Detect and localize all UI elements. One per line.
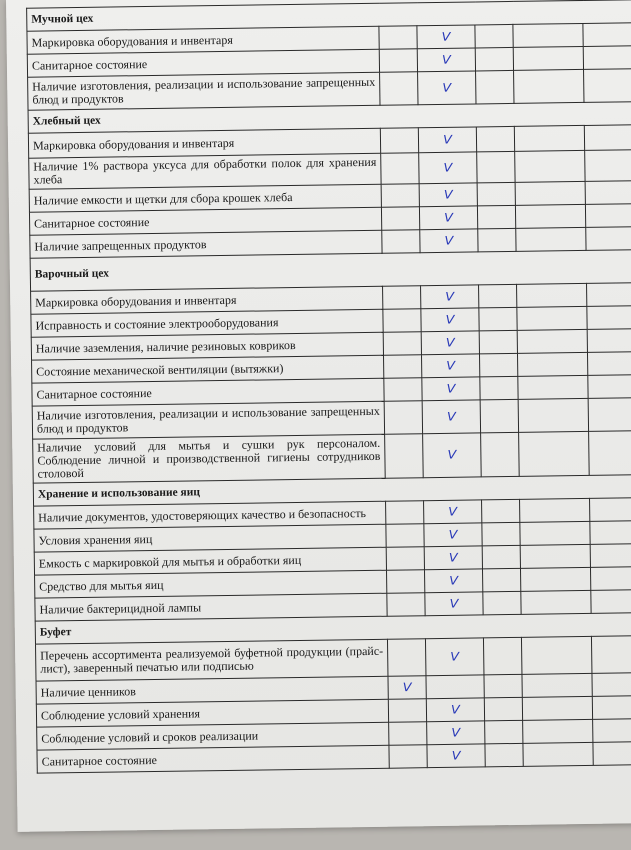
col-4-cell — [514, 69, 584, 103]
check-mark: V — [441, 53, 451, 67]
col-1-cell — [381, 153, 419, 185]
col-5-cell — [585, 149, 631, 181]
col-2-cell — [425, 592, 483, 616]
col-5-cell — [590, 497, 631, 521]
check-mark: V — [441, 30, 451, 44]
check-mark: V — [449, 596, 459, 611]
col-3-cell — [477, 151, 515, 183]
col-4-cell — [515, 204, 585, 228]
row-label: Санитарное состояние — [29, 207, 381, 235]
col-3-cell — [484, 674, 522, 698]
col-3-cell — [475, 24, 513, 48]
col-4-cell — [518, 375, 588, 399]
row-label: Наличие заземления, наличие резиновых ковриков — [31, 332, 383, 360]
check-mark: V — [444, 211, 454, 225]
row-label: Перечень ассортимента реализуемой буфетной продукции (прайс-лист), заверенный печатью или подписью — [35, 639, 387, 681]
col-5-cell — [587, 282, 631, 306]
col-3-cell — [482, 568, 520, 592]
col-3-cell — [475, 47, 513, 71]
col-1-cell — [380, 128, 418, 154]
col-3-cell — [481, 432, 520, 477]
col-5-cell — [593, 741, 631, 765]
col-1-cell — [385, 434, 424, 479]
col-2-cell — [418, 71, 476, 105]
col-4-cell — [517, 306, 587, 330]
col-5-cell — [584, 68, 631, 102]
check-mark: V — [442, 81, 452, 95]
col-3-cell — [478, 228, 516, 252]
col-4-cell — [517, 283, 587, 307]
col-1-cell — [383, 332, 421, 356]
row-label: Исправность и состояние электрооборудования — [31, 309, 383, 337]
col-2-cell — [422, 400, 480, 434]
col-2-cell — [424, 523, 482, 547]
check-mark: V — [445, 336, 455, 350]
col-5-cell — [587, 305, 631, 329]
col-1-cell — [383, 286, 421, 310]
row-label: Санитарное состояние — [37, 745, 389, 773]
col-3-cell — [480, 376, 518, 400]
col-4-cell — [520, 498, 590, 522]
col-1-cell — [389, 745, 427, 769]
check-mark: V — [450, 649, 460, 664]
col-4-cell — [520, 521, 590, 545]
row-label: Условия хранения яиц — [34, 524, 386, 552]
col-5-cell — [587, 351, 631, 375]
row-label: Маркировка оборудования и инвентаря — [27, 26, 379, 54]
col-5-cell — [590, 566, 631, 590]
col-2-cell — [427, 744, 485, 768]
check-mark: V — [448, 550, 458, 565]
col-1-cell — [386, 570, 424, 594]
check-mark: V — [451, 748, 461, 763]
col-2-cell — [421, 354, 479, 378]
row-label: Наличие ценников — [36, 676, 388, 704]
row-label: Санитарное состояние — [32, 378, 384, 406]
col-2-cell — [417, 25, 475, 49]
col-5-cell — [585, 203, 631, 227]
col-1-cell — [386, 501, 424, 525]
col-1-cell — [388, 699, 426, 723]
col-2-cell — [424, 569, 482, 593]
col-5-cell — [590, 543, 631, 567]
col-3-cell — [483, 637, 522, 675]
col-5-cell — [591, 589, 631, 613]
col-3-cell — [485, 720, 523, 744]
col-4-cell — [521, 590, 591, 614]
col-1-cell — [386, 524, 424, 548]
col-3-cell — [482, 522, 520, 546]
col-1-cell — [388, 676, 426, 700]
inspection-checklist-table — [26, 0, 631, 774]
col-2-cell — [419, 206, 477, 230]
row-label: Средство для мытья яиц — [35, 570, 387, 598]
check-mark: V — [446, 359, 456, 373]
col-1-cell — [389, 722, 427, 746]
col-2-cell — [421, 331, 479, 355]
col-4-cell — [517, 329, 587, 353]
col-2-cell — [426, 675, 484, 699]
col-4-cell — [520, 544, 590, 568]
col-5-cell — [592, 672, 631, 696]
check-mark: V — [448, 505, 458, 519]
row-label: Маркировка оборудования и инвентаря — [31, 286, 383, 314]
col-4-cell — [523, 719, 593, 743]
row-label: Наличие изготовления, реализации и использование запрещенных блюд и продуктов — [28, 72, 380, 110]
col-3-cell — [477, 205, 515, 229]
col-4-cell — [523, 742, 593, 766]
check-mark: V — [445, 313, 455, 327]
col-4-cell — [522, 673, 592, 697]
col-3-cell — [479, 330, 517, 354]
col-3-cell — [483, 591, 521, 615]
row-label: Наличие документов, удостоверяющих качество и безопасность — [34, 501, 386, 529]
row-label: Маркировка оборудования и инвентаря — [28, 128, 380, 158]
row-label: Наличие бактерицидной лампы — [35, 593, 387, 621]
check-mark: V — [445, 290, 455, 304]
col-2-cell — [419, 183, 477, 207]
col-1-cell — [380, 72, 418, 106]
check-mark: V — [451, 725, 461, 740]
row-label: Соблюдение условий и сроков реализации — [37, 722, 389, 750]
row-label: Санитарное состояние — [27, 49, 379, 77]
col-5-cell — [588, 374, 631, 398]
row-label: Емкость с маркировкой для мытья и обработки яиц — [34, 547, 386, 575]
col-1-cell — [386, 547, 424, 571]
col-5-cell — [589, 430, 631, 475]
section-title: Буфет — [35, 612, 631, 644]
col-5-cell — [588, 397, 631, 431]
section-title: Мучной цех — [27, 0, 631, 31]
col-4-cell — [515, 150, 585, 182]
col-5-cell — [587, 328, 631, 352]
col-3-cell — [484, 697, 522, 721]
col-4-cell — [514, 125, 584, 151]
col-3-cell — [476, 126, 514, 152]
col-4-cell — [520, 567, 590, 591]
col-4-cell — [516, 227, 586, 251]
col-3-cell — [479, 284, 517, 308]
col-5-cell — [583, 45, 631, 69]
col-5-cell — [591, 635, 631, 673]
col-3-cell — [485, 743, 523, 767]
checklist-body — [27, 0, 631, 773]
col-1-cell — [381, 207, 419, 231]
col-3-cell — [476, 70, 514, 104]
col-5-cell — [585, 180, 631, 204]
row-label: Наличие условий для мытья и сушки рук персоналом. Соблюдение личной и производственной гигиены сотрудников столовой — [33, 434, 386, 483]
row-label: Наличие запрещенных продуктов — [30, 230, 382, 258]
col-1-cell — [383, 309, 421, 333]
col-3-cell — [482, 545, 520, 569]
col-4-cell — [521, 636, 592, 674]
col-2-cell — [422, 377, 480, 401]
col-1-cell — [381, 184, 419, 208]
check-mark: V — [446, 382, 456, 396]
col-4-cell — [518, 398, 588, 432]
section-title: Хранение и использование яиц — [33, 474, 631, 506]
col-1-cell — [387, 639, 426, 677]
col-2-cell — [418, 127, 476, 153]
row-label: Состояние механической вентиляции (вытяжки) — [32, 355, 384, 383]
col-5-cell — [592, 695, 631, 719]
col-5-cell — [590, 520, 631, 544]
col-1-cell — [383, 355, 421, 379]
col-3-cell — [480, 399, 518, 433]
row-label: Наличие изготовления, реализации и использование запрещенных блюд и продуктов — [32, 401, 384, 439]
check-mark: V — [442, 133, 453, 147]
col-4-cell — [515, 181, 585, 205]
row-label: Наличие 1% раствора уксуса для обработки полок для хранения хлеба — [29, 153, 381, 189]
col-5-cell — [593, 718, 631, 742]
col-3-cell — [477, 182, 515, 206]
check-mark: V — [402, 680, 412, 695]
col-2-cell — [426, 698, 484, 722]
col-5-cell — [584, 124, 631, 150]
check-mark: V — [448, 527, 458, 542]
col-2-cell — [425, 638, 484, 676]
check-mark: V — [450, 702, 461, 717]
col-2-cell — [417, 48, 475, 72]
col-1-cell — [384, 401, 422, 435]
col-4-cell — [513, 23, 583, 47]
col-2-cell — [421, 285, 479, 309]
col-2-cell — [424, 546, 482, 570]
col-1-cell — [382, 230, 420, 254]
col-2-cell — [424, 500, 482, 524]
check-mark: V — [444, 234, 454, 248]
checklist-page — [6, 0, 631, 832]
col-2-cell — [427, 721, 485, 745]
col-4-cell — [522, 696, 592, 720]
col-1-cell — [379, 49, 417, 73]
col-4-cell — [513, 46, 583, 70]
check-mark: V — [447, 448, 457, 463]
col-4-cell — [517, 352, 587, 376]
col-1-cell — [387, 593, 425, 617]
col-2-cell — [420, 229, 478, 253]
row-label: Наличие емкости и щетки для сбора крошек хлеба — [29, 184, 381, 212]
col-1-cell — [384, 378, 422, 402]
col-2-cell — [423, 433, 482, 478]
col-3-cell — [479, 353, 517, 377]
check-mark: V — [449, 573, 459, 588]
check-mark: V — [443, 188, 453, 202]
check-mark: V — [446, 410, 456, 424]
col-4-cell — [519, 431, 590, 476]
col-3-cell — [482, 499, 520, 523]
col-2-cell — [421, 308, 479, 332]
row-label: Соблюдение условий хранения — [36, 699, 388, 727]
section-title: Варочный цех — [30, 249, 631, 291]
col-5-cell — [583, 22, 631, 46]
col-1-cell — [379, 26, 417, 50]
col-5-cell — [586, 226, 631, 250]
section-title: Хлебный цех — [28, 101, 631, 133]
col-3-cell — [479, 307, 517, 331]
col-2-cell — [419, 152, 477, 184]
check-mark: V — [443, 161, 453, 175]
